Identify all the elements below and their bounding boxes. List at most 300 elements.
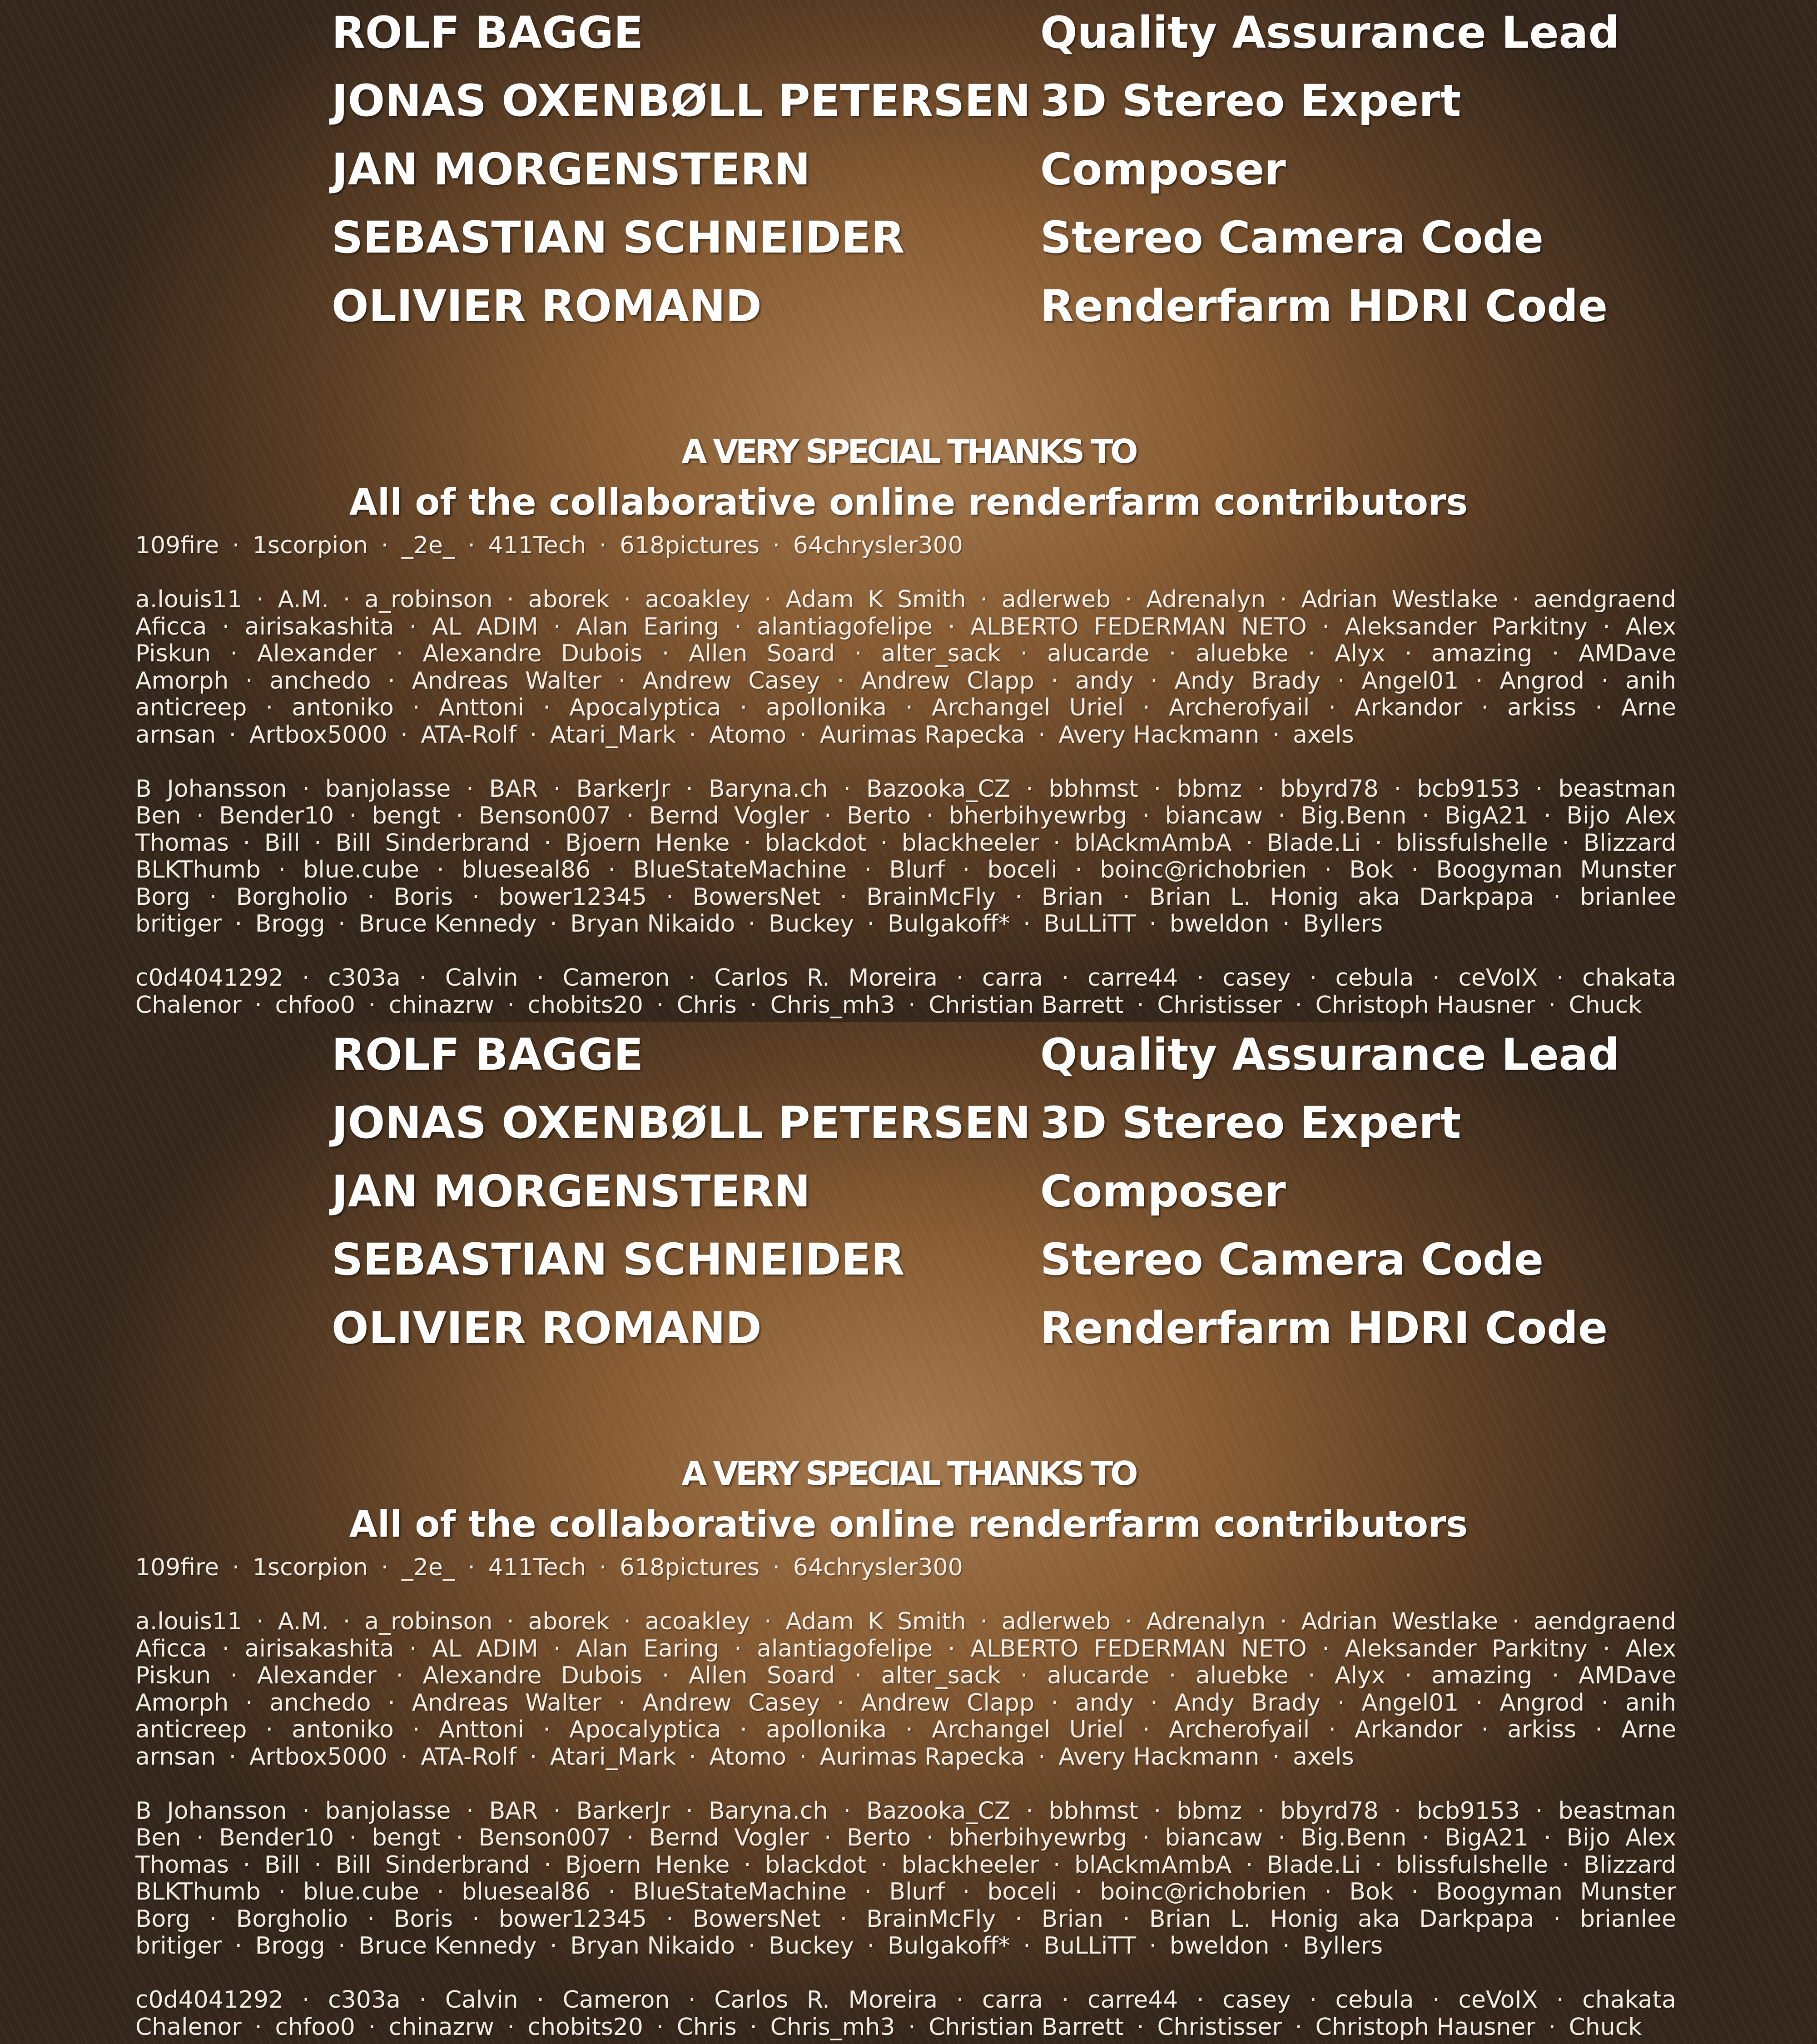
contributor-name: Anttoni xyxy=(438,1717,525,1743)
separator-dot: · xyxy=(905,695,913,721)
contributor-name: Brian xyxy=(1041,1905,1104,1933)
contributor-name: cebula xyxy=(1335,965,1414,992)
contributor-name: Bazooka_CZ xyxy=(866,775,1011,803)
separator-dot: · xyxy=(302,1987,310,2014)
separator-dot: · xyxy=(222,613,230,640)
contributor-name: Alexander xyxy=(257,640,377,667)
contributor-name: beastman xyxy=(1558,775,1676,803)
separator-dot: · xyxy=(1168,640,1177,667)
contributor-name: Bjoern Henke xyxy=(565,829,730,857)
contributor-name: antoniko xyxy=(292,1717,394,1743)
contributor-name: blue.cube xyxy=(303,857,419,883)
separator-dot: · xyxy=(256,586,264,613)
contributor-name: Brogg xyxy=(255,1933,325,1960)
contributor-name: chakata xyxy=(1582,1987,1676,2014)
separator-dot: · xyxy=(1512,1608,1520,1635)
contributor-name: 411Tech xyxy=(488,1554,586,1581)
contributor-name: Chalenor xyxy=(135,992,242,1019)
separator-dot: · xyxy=(1295,992,1303,1019)
contributor-name: blissfulshelle xyxy=(1396,1851,1549,1879)
separator-dot: · xyxy=(1245,829,1253,857)
credit-person-name: JONAS OXENBØLL PETERSEN xyxy=(332,1097,1031,1148)
separator-dot: · xyxy=(1272,721,1280,749)
separator-dot: · xyxy=(230,1662,238,1689)
separator-dot: · xyxy=(1075,857,1082,883)
contributor-name: Blizzard xyxy=(1583,829,1676,857)
separator-dot: · xyxy=(1142,803,1150,829)
contributor-name: Cameron xyxy=(562,1987,670,2014)
contributor-name: aborek xyxy=(528,586,610,613)
separator-dot: · xyxy=(222,1635,230,1662)
separator-dot: · xyxy=(908,2014,916,2041)
contributor-name: BAR xyxy=(489,1797,538,1825)
contributor-name: chobits20 xyxy=(527,2014,643,2041)
contributor-name: brianlee xyxy=(1580,883,1676,911)
contributor-name: Brian xyxy=(1041,883,1104,911)
credit-person-name: JONAS OXENBØLL PETERSEN xyxy=(332,75,1031,126)
contributor-name: Bernd Vogler xyxy=(649,803,809,829)
contributor-name: BLKThumb xyxy=(135,857,261,883)
separator-dot: · xyxy=(507,992,515,1019)
separator-dot: · xyxy=(544,1851,551,1879)
separator-dot: · xyxy=(956,1987,964,2014)
separator-dot: · xyxy=(1257,1797,1265,1825)
contributor-name: anih xyxy=(1625,1689,1676,1717)
contributor-name: cebula xyxy=(1335,1987,1414,2014)
separator-dot: · xyxy=(948,1635,955,1662)
separator-dot: · xyxy=(1375,829,1382,857)
contributor-name: Amorph xyxy=(135,1689,229,1717)
contributor-name: Carlos R. Moreira xyxy=(714,965,938,992)
group-spacer xyxy=(135,1582,1676,1609)
contributor-name: Aleksander Parkitny xyxy=(1345,1635,1588,1662)
contributor-name: AMDave xyxy=(1579,1662,1676,1689)
contributor-name: Avery Hackmann xyxy=(1058,1743,1260,1771)
contributor-name: Calvin xyxy=(445,1987,518,2014)
separator-dot: · xyxy=(506,586,514,613)
separator-dot: · xyxy=(1411,857,1419,883)
separator-dot: · xyxy=(196,803,204,829)
separator-dot: · xyxy=(839,883,848,911)
contributor-name: Buckey xyxy=(768,1933,854,1960)
contributor-name: bweldon xyxy=(1169,1933,1270,1960)
separator-dot: · xyxy=(278,857,286,883)
contributor-name: Angel01 xyxy=(1361,667,1459,695)
separator-dot: · xyxy=(1595,1717,1603,1743)
contributor-name: amazing xyxy=(1431,1662,1533,1689)
separator-dot: · xyxy=(1038,721,1046,749)
separator-dot: · xyxy=(1142,1717,1150,1743)
separator-dot: · xyxy=(836,667,844,695)
contributor-name: acoakley xyxy=(645,1608,750,1635)
separator-dot: · xyxy=(688,965,696,992)
special-thanks-heading: A VERY SPECIAL THANKS TO xyxy=(681,432,1136,471)
contributor-name: chinazrw xyxy=(388,992,494,1019)
separator-dot: · xyxy=(1278,803,1286,829)
separator-dot: · xyxy=(1328,1717,1336,1743)
contributor-name: Brogg xyxy=(255,911,325,938)
separator-dot: · xyxy=(256,1608,264,1635)
separator-dot: · xyxy=(1150,667,1158,695)
contributor-name: Apocalyptica xyxy=(569,695,721,721)
separator-dot: · xyxy=(243,1851,251,1879)
separator-dot: · xyxy=(1556,1987,1564,2014)
special-thanks-heading: A VERY SPECIAL THANKS TO xyxy=(681,1454,1136,1493)
separator-dot: · xyxy=(799,1743,807,1771)
contributor-name: 1scorpion xyxy=(252,532,368,559)
contributor-name: aluebke xyxy=(1195,640,1289,667)
separator-dot: · xyxy=(1149,911,1157,938)
contributor-name: Borgholio xyxy=(236,1905,348,1933)
separator-dot: · xyxy=(1308,640,1316,667)
separator-dot: · xyxy=(599,532,607,559)
contributor-name: airisakashita xyxy=(244,613,394,640)
contributor-name: Calvin xyxy=(445,965,518,992)
separator-dot: · xyxy=(234,911,243,938)
contributor-name: Bryan Nikaido xyxy=(570,1933,735,1960)
contributor-name: Andrew Casey xyxy=(642,1689,820,1717)
contributor-name: Alexandre Dubois xyxy=(422,1662,643,1689)
contributor-name: Adam K Smith xyxy=(785,586,966,613)
credit-role-title: Renderfarm HDRI Code xyxy=(1040,281,1608,332)
contributor-name: bengt xyxy=(372,1825,441,1851)
separator-dot: · xyxy=(1422,803,1430,829)
contributor-name: 618pictures xyxy=(620,532,760,559)
contributor-name: Alex xyxy=(1625,1635,1676,1662)
contributor-name: arnsan xyxy=(135,721,216,749)
credit-role-title: Composer xyxy=(1040,144,1286,195)
contributor-name: Baryna.ch xyxy=(708,775,828,803)
group-spacer xyxy=(135,938,1676,965)
contributor-name: BlueStateMachine xyxy=(633,857,847,883)
contributor-name: ALBERTO FEDERMAN NETO xyxy=(970,1635,1307,1662)
separator-dot: · xyxy=(343,1608,351,1635)
contributor-name: B Johansson xyxy=(135,775,287,803)
separator-dot: · xyxy=(1153,1797,1162,1825)
separator-dot: · xyxy=(1061,1987,1069,2014)
contributor-name: alucarde xyxy=(1047,1662,1150,1689)
contributor-name: bbmz xyxy=(1177,1797,1242,1825)
separator-dot: · xyxy=(926,1825,934,1851)
separator-dot: · xyxy=(343,586,351,613)
separator-dot: · xyxy=(864,1879,872,1905)
contributor-name: Arne xyxy=(1621,1717,1676,1743)
contributor-name: blackdot xyxy=(765,829,867,857)
separator-dot: · xyxy=(905,1717,913,1743)
separator-dot: · xyxy=(302,965,310,992)
contributor-name: c303a xyxy=(328,965,401,992)
separator-dot: · xyxy=(750,992,757,1019)
contributor-name: boceli xyxy=(987,1879,1057,1905)
contributor-name: Adrian Westlake xyxy=(1301,586,1498,613)
separator-dot: · xyxy=(1075,1879,1082,1905)
separator-dot: · xyxy=(367,883,375,911)
contributor-line xyxy=(135,1906,1676,1933)
credit-role-title: 3D Stereo Expert xyxy=(1040,1097,1461,1148)
separator-dot: · xyxy=(740,1717,748,1743)
separator-dot: · xyxy=(661,640,670,667)
contributor-name: anchedo xyxy=(269,1689,371,1717)
separator-dot: · xyxy=(626,803,634,829)
contributor-name: Big.Benn xyxy=(1301,803,1407,829)
contributor-name: ceVoIX xyxy=(1458,1987,1538,2014)
contributor-name: chakata xyxy=(1582,965,1676,992)
contributor-name: Aurimas Rapecka xyxy=(819,1743,1025,1771)
group-spacer xyxy=(135,1960,1676,1987)
contributor-name: Archangel Uriel xyxy=(932,695,1124,721)
contributor-name: Blurf xyxy=(889,1879,945,1905)
contributor-name: Bernd Vogler xyxy=(649,1825,809,1851)
contributor-name: beastman xyxy=(1558,1797,1676,1825)
contributor-name: Allen Soard xyxy=(688,1662,835,1689)
separator-dot: · xyxy=(824,1825,832,1851)
contributor-name: anih xyxy=(1625,667,1676,695)
contributor-name: 64chrysler300 xyxy=(793,532,963,559)
separator-dot: · xyxy=(400,721,408,749)
contributor-name: 64chrysler300 xyxy=(793,1554,963,1581)
contributor-name: Andy Brady xyxy=(1174,667,1321,695)
contributor-name: casey xyxy=(1222,1987,1291,2014)
separator-dot: · xyxy=(209,1905,217,1933)
separator-dot: · xyxy=(1562,1851,1570,1879)
contributor-name: BAR xyxy=(489,775,538,803)
contributor-name: Archerofyail xyxy=(1168,695,1310,721)
contributor-name: Alexander xyxy=(257,1662,377,1689)
separator-dot: · xyxy=(1061,965,1069,992)
contributor-name: a_robinson xyxy=(364,1608,493,1635)
separator-dot: · xyxy=(661,1662,670,1689)
contributor-name: BigA21 xyxy=(1445,1825,1529,1851)
contributor-name: Thomas xyxy=(135,1851,229,1879)
separator-dot: · xyxy=(419,1987,427,2014)
separator-dot: · xyxy=(1122,883,1130,911)
contributor-name: arkiss xyxy=(1507,1717,1577,1743)
contributor-name: Adrian Westlake xyxy=(1301,1608,1498,1635)
contributor-name: BowersNet xyxy=(692,883,821,911)
contributor-name: chfoo0 xyxy=(275,2014,356,2041)
separator-dot: · xyxy=(1603,613,1610,640)
separator-dot: · xyxy=(400,1743,408,1771)
separator-dot: · xyxy=(1020,640,1028,667)
contributor-name: axels xyxy=(1293,1743,1354,1771)
separator-dot: · xyxy=(1053,829,1061,857)
separator-dot: · xyxy=(1137,2014,1144,2041)
separator-dot: · xyxy=(368,2014,376,2041)
contributor-name: apollonika xyxy=(766,695,887,721)
contributor-name: Borgholio xyxy=(236,883,348,911)
contributor-name: acoakley xyxy=(645,586,750,613)
separator-dot: · xyxy=(1405,1662,1412,1689)
separator-dot: · xyxy=(1548,992,1556,1019)
separator-dot: · xyxy=(1556,965,1564,992)
separator-dot: · xyxy=(1196,965,1204,992)
contributor-line xyxy=(135,1798,1676,1825)
contributor-line xyxy=(135,1852,1676,1879)
contributor-name: banjolasse xyxy=(325,1797,451,1825)
separator-dot: · xyxy=(553,1635,561,1662)
contributor-name: _2e_ xyxy=(401,1554,455,1581)
contributor-name: boceli xyxy=(987,857,1057,883)
contributor-name: Brian L. Honig aka Darkpapa xyxy=(1149,1905,1534,1933)
separator-dot: · xyxy=(466,1797,474,1825)
credit-person-name: OLIVIER ROMAND xyxy=(332,281,762,332)
credit-role-title: Renderfarm HDRI Code xyxy=(1040,1303,1608,1354)
separator-dot: · xyxy=(232,532,240,559)
contributor-name: Atomo xyxy=(709,721,786,749)
separator-dot: · xyxy=(656,992,664,1019)
contributor-name: Buckey xyxy=(768,911,854,938)
contributor-name: BrainMcFly xyxy=(866,883,996,911)
separator-dot: · xyxy=(1051,667,1059,695)
contributor-name: Bill xyxy=(264,829,300,857)
credit-person-name: JAN MORGENSTERN xyxy=(332,1166,811,1217)
contributor-name: chfoo0 xyxy=(275,992,356,1019)
separator-dot: · xyxy=(338,911,346,938)
contributor-line xyxy=(135,830,1676,857)
contributor-name: anchedo xyxy=(269,667,371,695)
separator-dot: · xyxy=(1553,1905,1561,1933)
contributor-name: blissfulshelle xyxy=(1396,829,1549,857)
separator-dot: · xyxy=(618,667,626,695)
separator-dot: · xyxy=(666,883,674,911)
contributor-line xyxy=(135,1744,1676,1771)
separator-dot: · xyxy=(314,829,322,857)
contributor-name: c0d4041292 xyxy=(135,1987,284,2014)
separator-dot: · xyxy=(1603,1635,1610,1662)
contributor-name: alter_sack xyxy=(881,640,1001,667)
separator-dot: · xyxy=(666,1905,674,1933)
contributor-name: alter_sack xyxy=(881,1662,1001,1689)
contributor-name: anticreep xyxy=(135,1717,247,1743)
separator-dot: · xyxy=(1026,775,1033,803)
separator-dot: · xyxy=(799,721,807,749)
contributor-name: BarkerJr xyxy=(576,1797,670,1825)
separator-dot: · xyxy=(618,1689,626,1717)
contributor-name: Chris xyxy=(676,2014,737,2041)
contributor-name: Bok xyxy=(1349,857,1394,883)
contributor-line xyxy=(135,1608,1676,1636)
contributor-name: Chris_mh3 xyxy=(770,992,895,1019)
separator-dot: · xyxy=(467,1554,476,1581)
contributor-line xyxy=(135,965,1676,992)
separator-dot: · xyxy=(472,1905,480,1933)
separator-dot: · xyxy=(1422,1825,1430,1851)
separator-dot: · xyxy=(748,1933,756,1960)
contributor-line xyxy=(135,668,1676,695)
separator-dot: · xyxy=(1551,640,1559,667)
separator-dot: · xyxy=(456,1825,464,1851)
separator-dot: · xyxy=(553,613,561,640)
contributor-name: ATA-Rolf xyxy=(421,721,517,749)
contributor-name: Chris_mh3 xyxy=(770,2014,895,2041)
contributor-line xyxy=(135,532,1676,560)
contributor-name: Baryna.ch xyxy=(708,1797,828,1825)
separator-dot: · xyxy=(1405,640,1412,667)
contributor-name: Aurimas Rapecka xyxy=(819,721,1025,749)
contributor-name: Anttoni xyxy=(438,695,525,721)
contributor-name: aborek xyxy=(528,1608,610,1635)
separator-dot: · xyxy=(314,1851,322,1879)
contributor-name: Angrod xyxy=(1499,1689,1584,1717)
contributor-name: Angel01 xyxy=(1361,1689,1459,1717)
separator-dot: · xyxy=(349,803,357,829)
contributor-name: BlueStateMachine xyxy=(633,1879,847,1905)
credit-role-title: 3D Stereo Expert xyxy=(1040,75,1461,126)
separator-dot: · xyxy=(685,1797,694,1825)
contributor-name: ALBERTO FEDERMAN NETO xyxy=(970,613,1307,640)
contributor-name: carre44 xyxy=(1087,965,1178,992)
separator-dot: · xyxy=(1548,2014,1556,2041)
separator-dot: · xyxy=(1272,1743,1280,1771)
separator-dot: · xyxy=(409,613,417,640)
contributor-line xyxy=(135,722,1676,749)
contributor-line xyxy=(135,586,1676,614)
contributor-name: 411Tech xyxy=(488,532,586,559)
separator-dot: · xyxy=(196,1825,204,1851)
contributor-name: Arkandor xyxy=(1355,695,1463,721)
separator-dot: · xyxy=(685,775,694,803)
contributor-name: Bruce Kennedy xyxy=(358,1933,537,1960)
separator-dot: · xyxy=(867,1933,875,1960)
separator-dot: · xyxy=(1432,965,1440,992)
separator-dot: · xyxy=(1601,667,1609,695)
separator-dot: · xyxy=(1245,1851,1253,1879)
separator-dot: · xyxy=(656,2014,664,2041)
contributor-name: Alan Earing xyxy=(576,613,719,640)
contributor-name: B Johansson xyxy=(135,1797,287,1825)
separator-dot: · xyxy=(1553,883,1561,911)
contributor-name: bower12345 xyxy=(498,1905,647,1933)
contributor-name: Byllers xyxy=(1303,1933,1383,1960)
credit-role-title: Quality Assurance Lead xyxy=(1040,7,1620,58)
separator-dot: · xyxy=(689,721,696,749)
separator-dot: · xyxy=(232,1554,240,1581)
separator-dot: · xyxy=(1122,1905,1130,1933)
contributor-name: Blurf xyxy=(889,857,945,883)
contributor-line xyxy=(135,1987,1676,2014)
separator-dot: · xyxy=(1309,1987,1317,2014)
separator-dot: · xyxy=(843,775,851,803)
separator-dot: · xyxy=(553,775,561,803)
separator-dot: · xyxy=(302,775,310,803)
separator-dot: · xyxy=(1394,1797,1402,1825)
contributor-name: aendgraend xyxy=(1534,1608,1676,1635)
separator-dot: · xyxy=(1544,1825,1551,1851)
special-thanks-subheading: All of the collaborative online renderfarm contributors xyxy=(349,1503,1468,1545)
contributor-name: Christoph Hausner xyxy=(1315,2014,1535,2041)
separator-dot: · xyxy=(412,695,420,721)
separator-dot: · xyxy=(245,1689,253,1717)
separator-dot: · xyxy=(1481,1717,1489,1743)
contributor-name: amazing xyxy=(1431,640,1533,667)
contributor-name: blackdot xyxy=(765,1851,867,1879)
contributor-name: Chuck xyxy=(1569,992,1642,1019)
separator-dot: · xyxy=(387,667,395,695)
contributor-line xyxy=(135,884,1676,911)
contributor-name: Christisser xyxy=(1157,992,1282,1019)
separator-dot: · xyxy=(437,857,444,883)
separator-dot: · xyxy=(1475,1689,1483,1717)
separator-dot: · xyxy=(254,992,262,1019)
contributor-name: Boris xyxy=(393,1905,453,1933)
separator-dot: · xyxy=(1053,1851,1061,1879)
contributor-name: Bill xyxy=(264,1851,300,1879)
separator-dot: · xyxy=(544,829,551,857)
separator-dot: · xyxy=(926,803,934,829)
contributor-name: Bill Sinderbrand xyxy=(335,1851,530,1879)
separator-dot: · xyxy=(764,1608,772,1635)
separator-dot: · xyxy=(412,1717,420,1743)
